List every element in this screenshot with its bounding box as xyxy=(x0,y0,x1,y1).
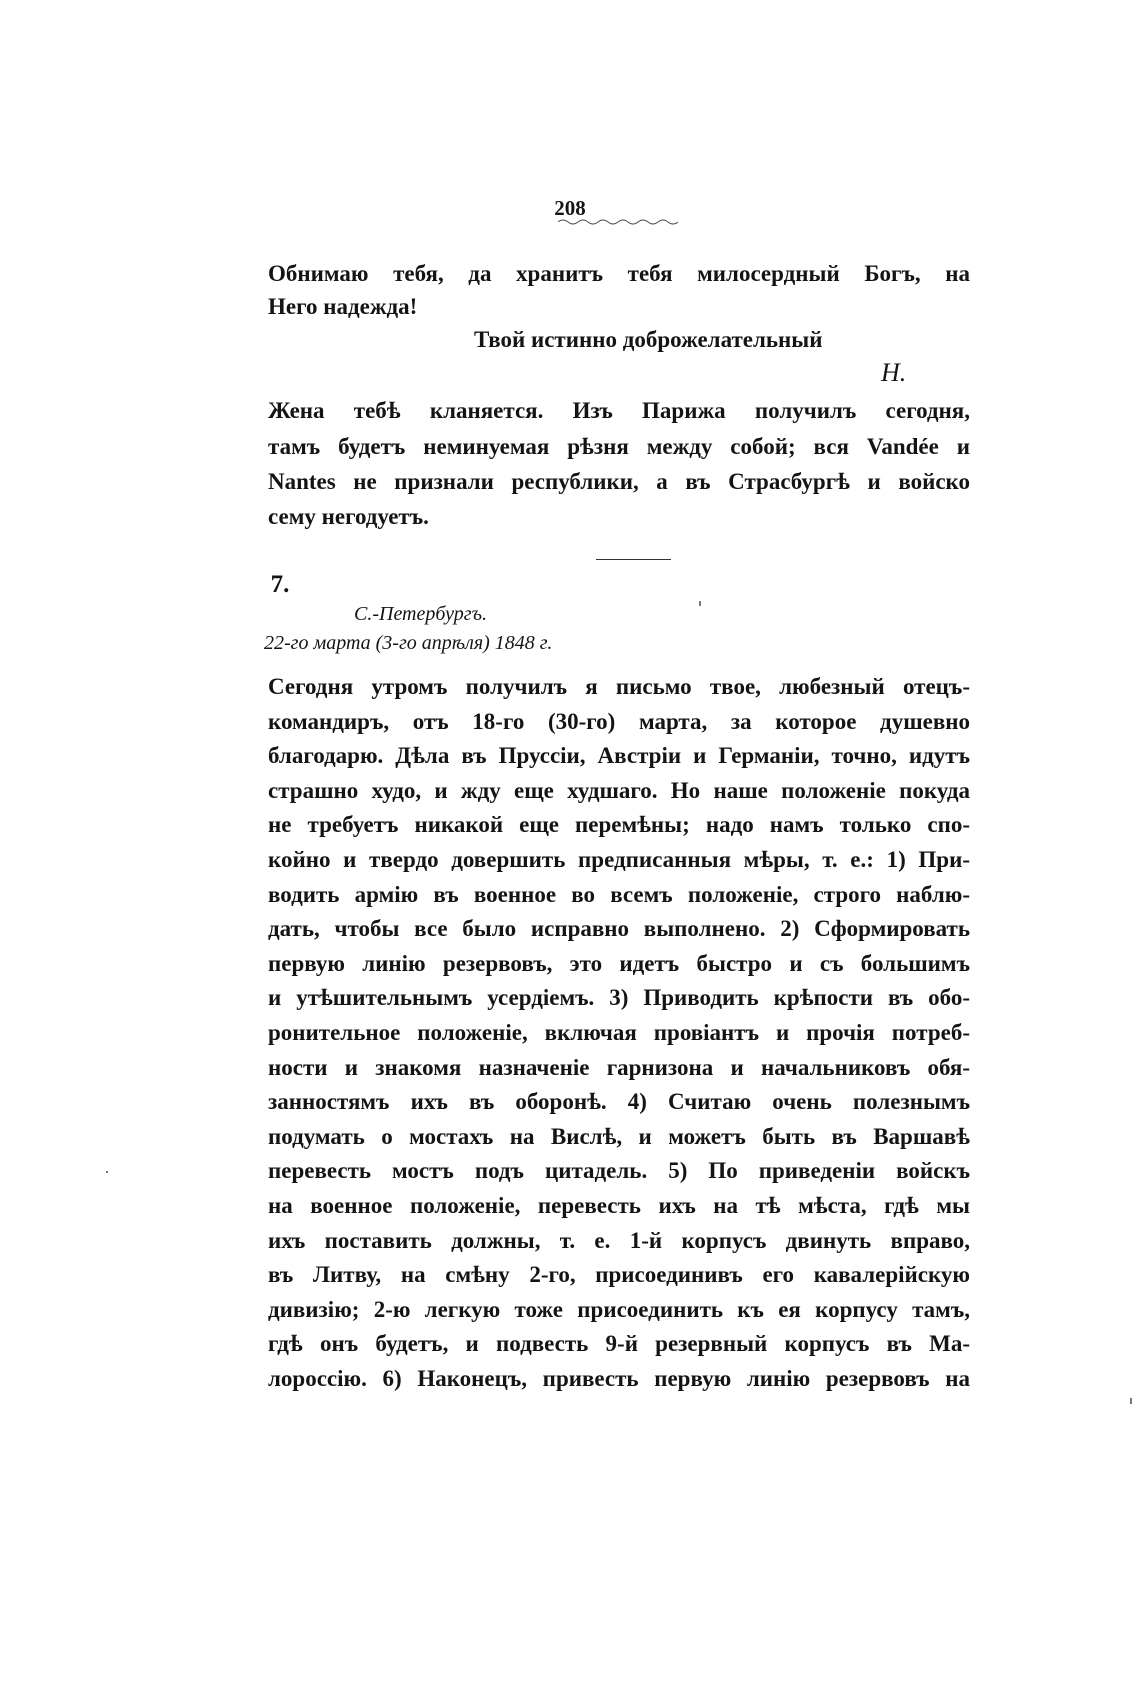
signature-initial: Н. xyxy=(881,358,907,387)
letter-body-line: подумать о мостахъ на Вислѣ, и можетъ быть въ Варшавѣ xyxy=(268,1124,970,1149)
page-number-ornament xyxy=(558,218,678,226)
page-number: 208 xyxy=(554,196,586,220)
letter-body-line: командиръ, отъ 18-го (30-го) марта, за которое душевно xyxy=(268,709,970,734)
print-speck xyxy=(699,601,701,606)
letter-body-line: въ Литву, на смѣну 2-го, присоединивъ его кавалерійскую xyxy=(268,1262,970,1287)
letter-body-line: на военное положеніе, перевесть ихъ на тѣ мѣста, гдѣ мы xyxy=(268,1193,970,1218)
letter-body-line: дивизію; 2-ю легкую тоже присоединить къ ея корпусу тамъ, xyxy=(268,1297,970,1322)
print-speck xyxy=(106,1171,108,1173)
letter-body-line: гдѣ онъ будетъ, и подвесть 9-й резервный корпусъ въ Ма- xyxy=(268,1331,970,1356)
letter-body-line: водить армію въ военное во всемъ положеніе, строго наблю- xyxy=(268,882,970,907)
postscript-line: сему негодуетъ. xyxy=(268,504,429,529)
print-speck xyxy=(1130,1398,1132,1404)
letter-place: С.-Петербургъ. xyxy=(354,603,487,625)
letter-body-line: лороссію. 6) Наконецъ, привесть первую линію резервовъ на xyxy=(268,1366,970,1391)
letter-body-line: Сегодня утромъ получилъ я письмо твое, любезный отецъ- xyxy=(268,674,970,699)
letter-body-line: не требуетъ никакой еще перемѣны; надо намъ только спо- xyxy=(268,812,970,837)
postscript-line: Nantes не признали республики, а въ Страсбургѣ и войско xyxy=(268,469,970,494)
letter-body-line: перевесть мостъ подъ цитадель. 5) По приведеніи войскъ xyxy=(268,1158,970,1183)
letter-body-line: занностямъ ихъ въ оборонѣ. 4) Считаю очень полезнымъ xyxy=(268,1089,970,1114)
letter-body-line: страшно худо, и жду еще худшаго. Но наше положеніе покуда xyxy=(268,778,970,803)
letter-body-line: дать, чтобы все было исправно выполнено. 2) Сформировать xyxy=(268,916,970,941)
letter-body-line: ронительное положеніе, включая провіантъ и прочія потреб- xyxy=(268,1020,970,1045)
postscript-line: Жена тебѣ кланяется. Изъ Парижа получилъ сегодня, xyxy=(268,398,970,423)
section-separator xyxy=(596,559,671,560)
closing-line-1: Обнимаю тебя, да хранитъ тебя милосердный Богъ, на xyxy=(268,261,970,286)
signature-title: Твой истинно доброжелательный xyxy=(474,327,823,352)
letter-body-line: и утѣшительнымъ усердіемъ. 3) Приводить крѣпости въ обо- xyxy=(268,985,970,1010)
postscript-line: тамъ будетъ неминуемая рѣзня между собой; вся Vandée и xyxy=(268,434,970,459)
letter-number: 7. xyxy=(270,571,290,598)
letter-body-line: койно и твердо довершить предписанныя мѣры, т. е.: 1) При- xyxy=(268,847,970,872)
letter-body-line: первую линію резервовъ, это идетъ быстро и съ большимъ xyxy=(268,951,970,976)
letter-body-line: ихъ поставить должны, т. е. 1-й корпусъ двинуть вправо, xyxy=(268,1228,970,1253)
closing-line-2: Него надежда! xyxy=(268,294,418,319)
letter-body-line: благодарю. Дѣла въ Пруссіи, Австріи и Германіи, точно, идутъ xyxy=(268,743,970,768)
letter-date: 22-го марта (3-го апрѣля) 1848 г. xyxy=(264,632,553,654)
letter-body-line: ности и знакомя назначеніе гарнизона и начальниковъ обя- xyxy=(268,1055,970,1080)
